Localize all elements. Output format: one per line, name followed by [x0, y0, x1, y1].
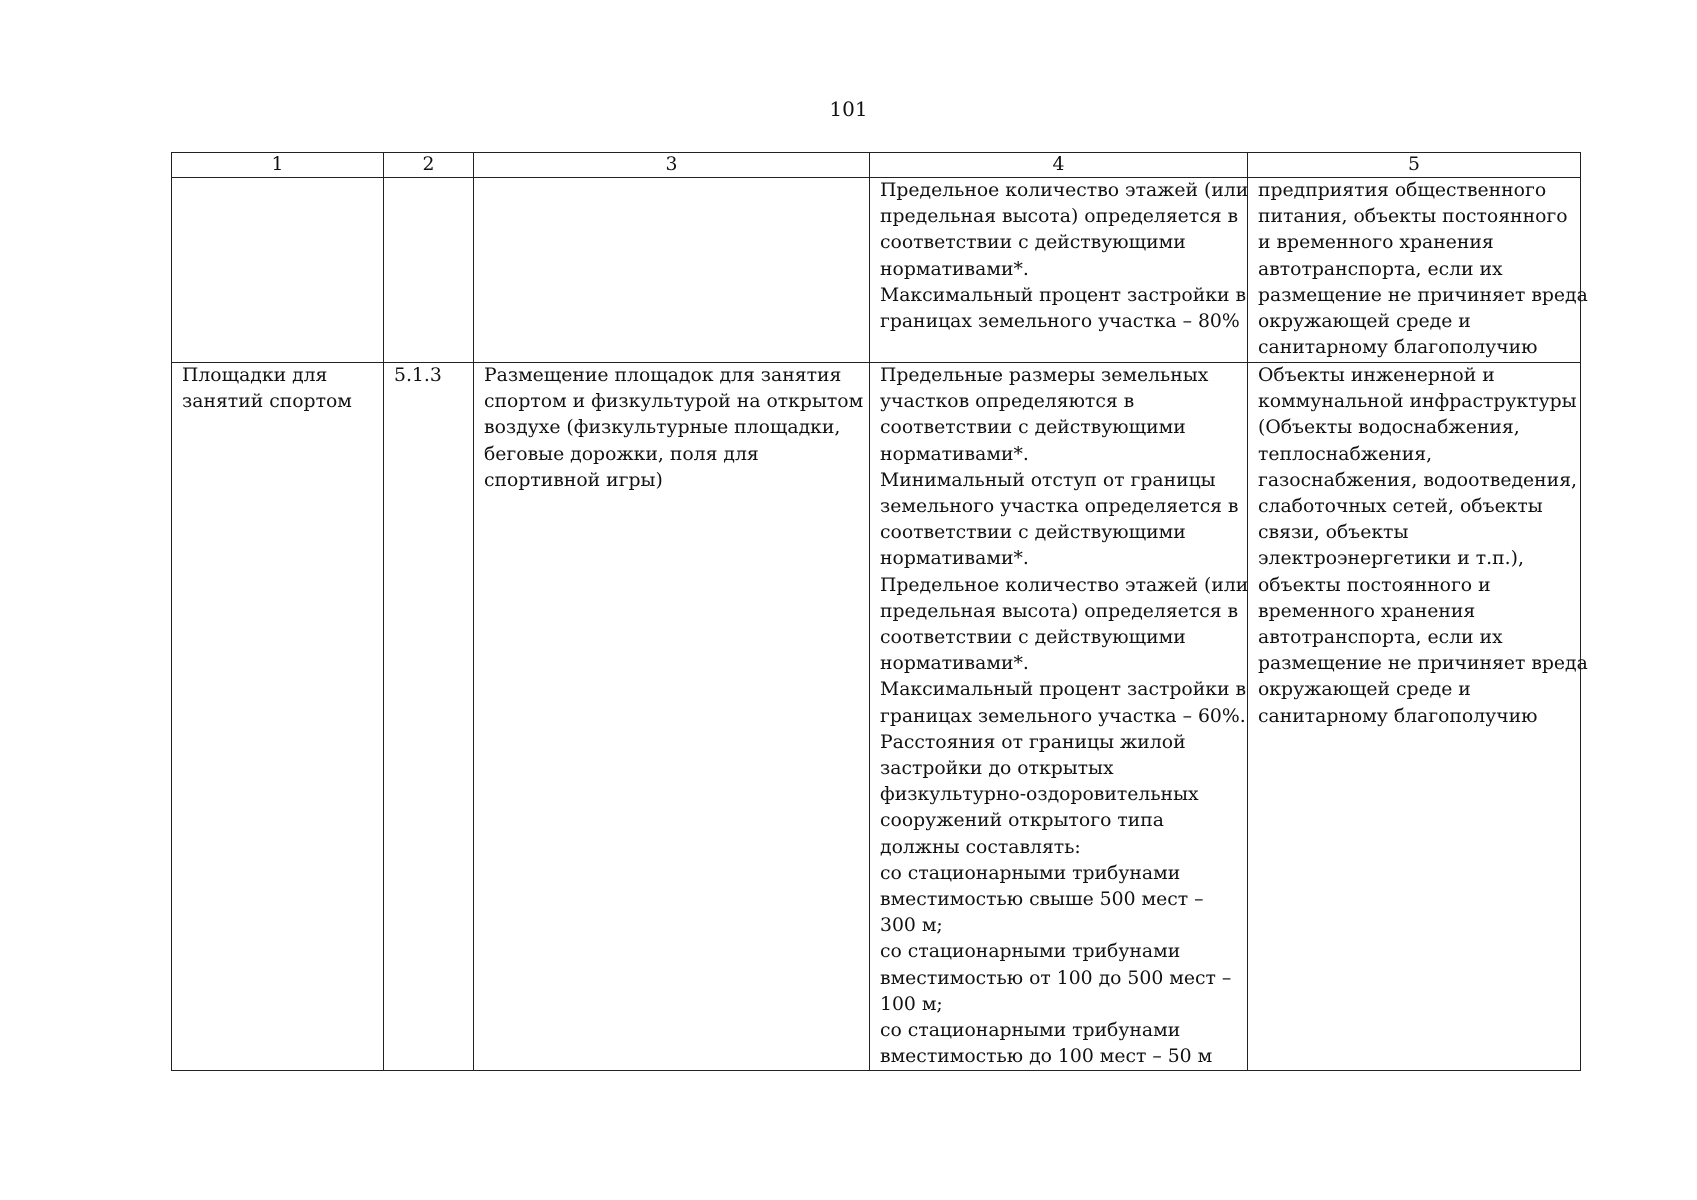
column-header-2: 2 — [384, 153, 474, 178]
text-line: газоснабжения, водоотведения, — [1258, 469, 1578, 491]
column-header-3: 3 — [474, 153, 870, 178]
text-line: санитарному благополучию — [1258, 337, 1538, 359]
text-line: вместимостью свыше 500 мест – — [880, 889, 1204, 911]
text-line: Предельное количество этажей (или — [880, 180, 1249, 201]
text-line: нормативами*. — [880, 258, 1029, 280]
page-number: 101 — [829, 97, 868, 121]
column-header-5: 5 — [1248, 153, 1581, 178]
land-use-name-cell — [172, 363, 384, 1071]
land-use-code-cell — [384, 178, 474, 363]
text-line: занятий спортом — [182, 391, 352, 413]
text-line: Расстояния от границы жилой — [880, 731, 1186, 753]
text-line: питания, объекты постоянного — [1258, 206, 1568, 228]
land-use-name-cell — [172, 178, 384, 363]
text-line: соответствии с действующими — [880, 627, 1186, 649]
text-line: размещение не причиняет вреда — [1258, 653, 1588, 675]
land-use-description-cell — [474, 363, 870, 1071]
zoning-table — [171, 152, 1588, 1071]
text-line: (Объекты водоснабжения, — [1258, 417, 1520, 439]
text-line: нормативами*. — [880, 443, 1029, 465]
text-line: Максимальный процент застройки в — [880, 284, 1247, 306]
text-line: и временного хранения — [1258, 232, 1494, 254]
table-row-continued — [172, 178, 1581, 363]
text-line: вместимостью от 100 до 500 мест – — [880, 967, 1232, 989]
text-line: санитарному благополучию — [1258, 705, 1538, 727]
text-line: со стационарными трибунами — [880, 941, 1181, 963]
text-line: земельного участка определяется в — [880, 496, 1239, 518]
text-line: Площадки для — [182, 365, 328, 386]
text-line: автотранспорта, если их — [1258, 627, 1503, 649]
text-line: 300 м; — [880, 915, 943, 937]
table-row-sport-grounds — [172, 363, 1581, 1071]
text-line: беговые дорожки, поля для — [484, 443, 759, 465]
text-line: окружающей среде и — [1258, 311, 1471, 333]
text-line: слаботочных сетей, объекты — [1258, 496, 1543, 518]
text-line: границах земельного участка – 60%. — [880, 705, 1246, 727]
text-line: соответствии с действующими — [880, 232, 1186, 254]
text-line: Объекты инженерной и — [1258, 365, 1495, 386]
column-header-4: 4 — [870, 153, 1248, 178]
text-line: физкультурно-оздоровительных — [880, 784, 1199, 806]
land-use-description-cell — [474, 178, 870, 363]
auxiliary-uses-cell — [1248, 178, 1588, 363]
text-line: соответствии с действующими — [880, 417, 1186, 439]
parameters-cell — [870, 178, 1248, 363]
text-line: предприятия общественного — [1258, 180, 1547, 201]
text-line: сооружений открытого типа — [880, 810, 1164, 832]
text-line: размещение не причиняет вреда — [1258, 284, 1588, 306]
text-line: вместимостью до 100 мест – 50 м — [880, 1046, 1213, 1068]
text-line: Предельное количество этажей (или — [880, 574, 1249, 596]
text-line: автотранспорта, если их — [1258, 258, 1503, 280]
text-line: нормативами*. — [880, 548, 1029, 570]
text-line: связи, объекты — [1258, 522, 1409, 544]
column-header-1: 1 — [172, 153, 384, 178]
text-line: Размещение площадок для занятия — [484, 365, 842, 386]
header-row — [172, 153, 1581, 178]
text-line: должны составлять: — [880, 836, 1081, 858]
text-line: участков определяются в — [880, 391, 1135, 413]
text-line: Максимальный процент застройки в — [880, 679, 1247, 701]
text-line: предельная высота) определяется в — [880, 206, 1239, 228]
land-use-code-cell: 5.1.3 — [384, 363, 474, 1071]
text-line: окружающей среде и — [1258, 679, 1471, 701]
text-line: 100 м; — [880, 993, 943, 1015]
auxiliary-uses-cell — [1248, 363, 1588, 1071]
text-line: электроэнергетики и т.п.), — [1258, 548, 1524, 570]
parameters-cell — [870, 363, 1248, 1071]
text-line: спортом и физкультурой на открытом — [484, 391, 864, 413]
text-line: соответствии с действующими — [880, 522, 1186, 544]
text-line: Минимальный отступ от границы — [880, 469, 1216, 491]
text-line: временного хранения — [1258, 600, 1476, 622]
text-line: со стационарными трибунами — [880, 1020, 1181, 1042]
text-line: застройки до открытых — [880, 758, 1114, 780]
text-line: воздухе (физкультурные площадки, — [484, 417, 841, 439]
text-line: границах земельного участка – 80% — [880, 311, 1240, 333]
text-line: Предельные размеры земельных — [880, 365, 1209, 386]
text-line: нормативами*. — [880, 653, 1029, 675]
text-line: теплоснабжения, — [1258, 443, 1433, 465]
text-line: объекты постоянного и — [1258, 574, 1491, 596]
text-line: предельная высота) определяется в — [880, 600, 1239, 622]
text-line: коммунальной инфраструктуры — [1258, 391, 1577, 413]
text-line: со стационарными трибунами — [880, 862, 1181, 884]
text-line: спортивной игры) — [484, 469, 663, 491]
